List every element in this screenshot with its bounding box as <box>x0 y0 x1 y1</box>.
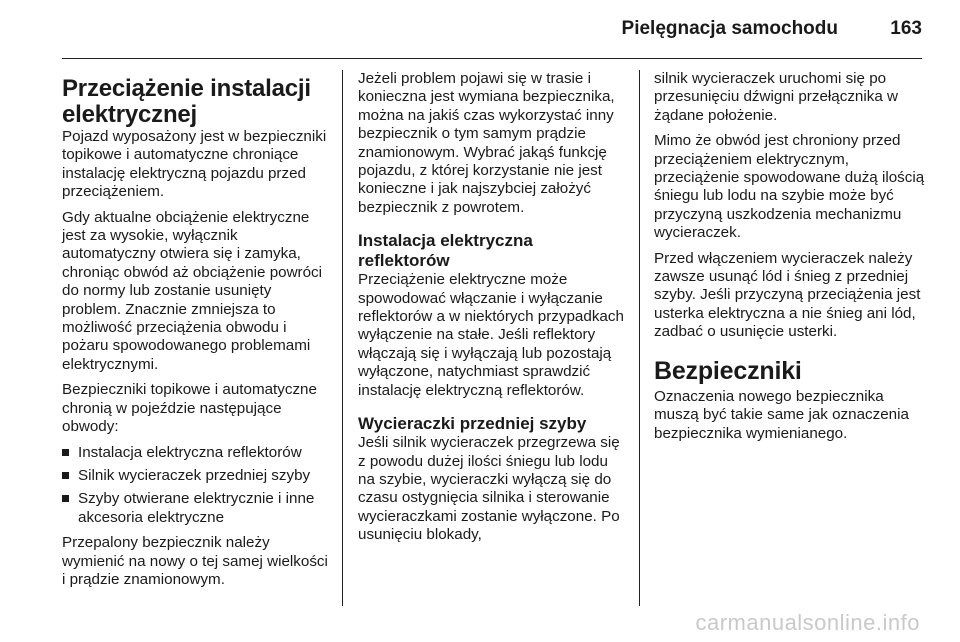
column-divider <box>639 70 640 606</box>
bullet-square-icon <box>62 495 69 502</box>
heading-fuses: Bezpieczniki <box>654 356 802 385</box>
circuit-list <box>62 444 330 528</box>
watermark-text: carmanualsonline.info <box>695 610 920 635</box>
paragraph: Oznaczenia nowego bezpiecznika muszą być takie same jak oznaczenia bezpiecznika wymienianego. <box>654 387 909 442</box>
list-item: Szyby otwierane elektrycznie i inne akcesoria elektryczne <box>62 490 330 527</box>
page-header <box>62 14 922 44</box>
paragraph: Bezpieczniki topikowe i automatyczne chronią w pojeździe następujące obwody: <box>62 381 317 436</box>
heading-windscreen-wipers: Wycieraczki przedniej szyby <box>358 414 587 434</box>
column-1 <box>62 70 330 596</box>
paragraph: Przed włączeniem wycieraczek należy zawsze usunąć lód i śnieg z przedniej szyby. Jeśli przyczyną przeciążenia jest usterka elektryczna a nie śnieg ani lód, zadbać o usunięcie usterki. <box>654 249 921 341</box>
section-title: Pielęgnacja samochodu <box>621 18 838 39</box>
paragraph: Gdy aktualne obciążenie elektryczne jest za wysokie, wyłącznik automatyczny otwiera się i zamyka, chroniąc obwód aż obciążenie powróci do normy lub zostanie usunięty problem. Znacznie zmniejsza to możliwość przeciążenia obwodu i pożaru spowodowanego problemami elektrycznymi. <box>62 208 323 373</box>
list-item: Instalacja elektryczna reflektorów <box>62 444 330 462</box>
heading-electrical-overload: Przeciążenie instalacji elektrycznej <box>62 75 311 128</box>
column-divider <box>342 70 343 606</box>
bullet-square-icon <box>62 449 69 456</box>
header-rule <box>62 58 922 59</box>
paragraph: silnik wycieraczek uruchomi się po przesunięciu dźwigni przełącznika w żądane położenie. <box>654 70 898 124</box>
paragraph: Przeciążenie elektryczne może spowodować włączanie i wyłączanie reflektorów a w niektórych przypadkach wyłączenie na stałe. Jeśli reflektory włączają się i wyłączają lub pozostają wyłączone, natychmiast sprawdzić instalację elektryczną reflektorów. <box>358 271 624 399</box>
bullet-square-icon <box>62 472 69 479</box>
paragraph: Jeśli silnik wycieraczek przegrzewa się z powodu dużej ilości śniegu lub lodu na szybie, wycieraczki wyłączą się do czasu ostygnięcia silnika i sterowanie wycieraczkami zostanie wyłączone. Po usunięciu blokady, <box>358 434 620 544</box>
paragraph: Pojazd wyposażony jest w bezpieczniki topikowe i automatyczne chroniące instalację elektryczną pojazdu przed przeciążeniem. <box>62 128 327 201</box>
column-2 <box>358 70 626 552</box>
heading-headlamp-wiring: Instalacja elektryczna reflektorów <box>358 231 533 271</box>
paragraph: Przepalony bezpiecznik należy wymienić na nowy o tej samej wielkości i prądzie znamionowym. <box>62 534 328 588</box>
paragraph: Mimo że obwód jest chroniony przed przeciążeniem elektrycznym, przeciążenie spowodowane dużą ilością śniegu lub lodu na szybie może być przyczyną uszkodzenia mechanizmu wycieraczek. <box>654 132 925 242</box>
list-item: Silnik wycieraczek przedniej szyby <box>62 467 330 485</box>
page-number: 163 <box>890 18 922 39</box>
column-3 <box>654 70 926 450</box>
paragraph: Jeżeli problem pojawi się w trasie i konieczna jest wymiana bezpiecznika, można na jakiś czas wykorzystać inny bezpiecznik o tym samym prądzie znamionowym. Wybrać jakąś funkcję pojazdu, z której korzystanie nie jest konieczne i jak najszybciej założyć bezpiecznik z powrotem. <box>358 70 615 216</box>
